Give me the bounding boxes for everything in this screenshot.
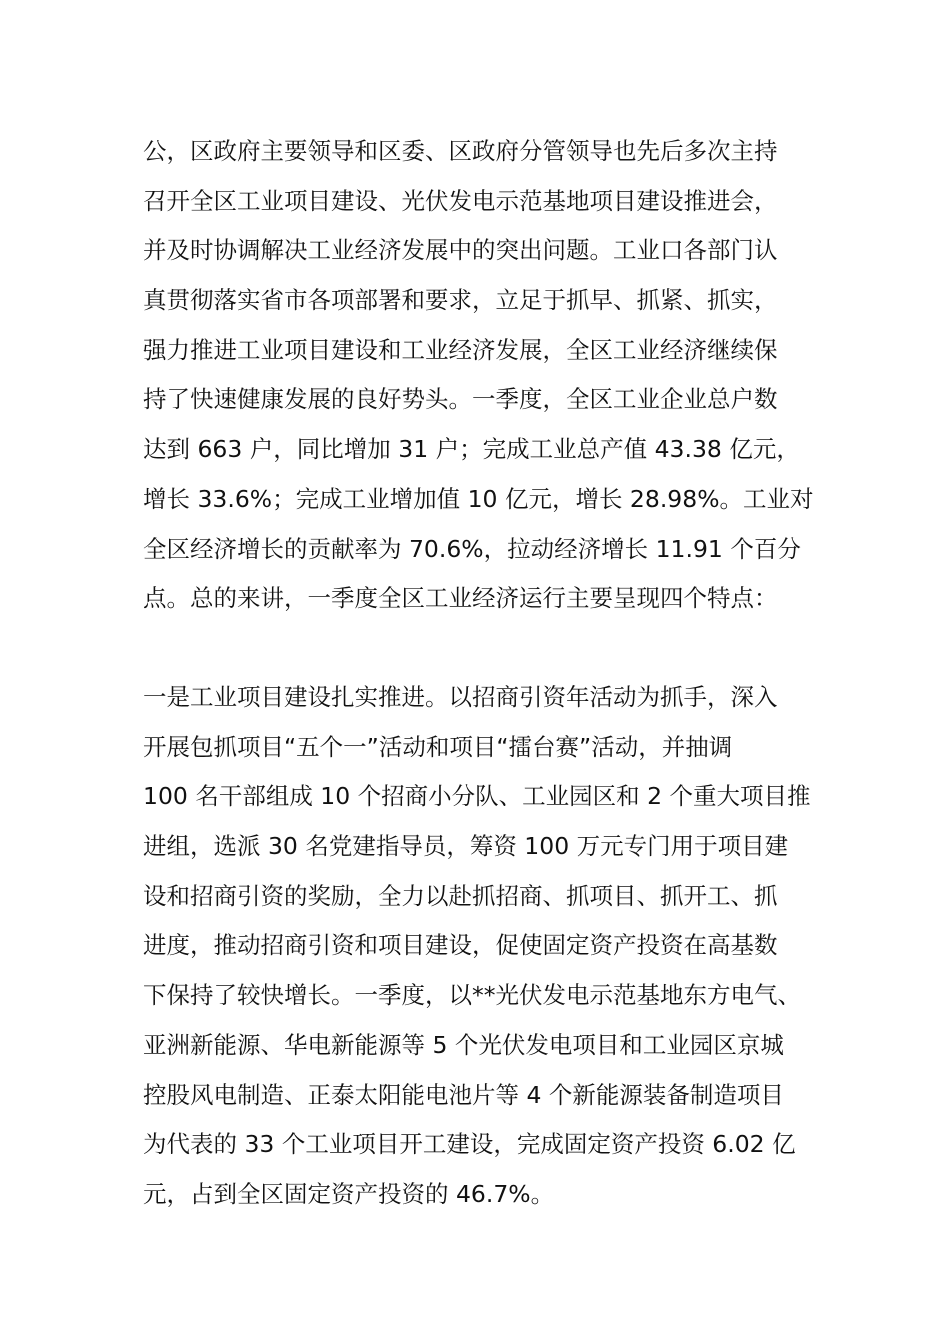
- text-line: 点。总的来讲，一季度全区工业经济运行主要呈现四个特点：: [143, 584, 778, 613]
- text-line: 进度，推动招商引资和项目建设，促使固定资产投资在高基数: [143, 931, 778, 960]
- text-line: 一是工业项目建设扎实推进。以招商引资年活动为抓手，深入: [143, 683, 778, 711]
- text-line: 持了快速健康发展的良好势头。一季度，全区工业企业总户数: [143, 385, 778, 414]
- text-line: 下保持了较快增长。一季度，以**光伏发电示范基地东方电气、: [143, 981, 801, 1010]
- text-line: 并及时协调解决工业经济发展中的突出问题。工业口各部门认: [143, 236, 778, 265]
- paragraph-project-construction: [143, 673, 843, 1220]
- text-line: 元，占到全区固定资产投资的 46.7%。: [143, 1179, 555, 1208]
- text-line: 控股风电制造、正泰太阳能电池片等 4 个新能源装备制造项目: [143, 1080, 784, 1109]
- text-line: 开展包抓项目“五个一”活动和项目“擂台赛”活动，并抽调: [143, 732, 733, 761]
- text-line: 真贯彻落实省市各项部署和要求，立足于抓早、抓紧、抓实，: [143, 286, 778, 315]
- text-line: 召开全区工业项目建设、光伏发电示范基地项目建设推进会，: [143, 186, 778, 215]
- text-line: 100 名干部组成 10 个招商小分队、工业园区和 2 个重大项目推: [143, 782, 811, 811]
- text-line: 进组，选派 30 名党建指导员，筹资 100 万元专门用于项目建: [143, 832, 789, 861]
- text-line: 增长 33.6%；完成工业增加值 10 亿元，增长 28.98%。工业对: [143, 484, 814, 513]
- text-line: 全区经济增长的贡献率为 70.6%，拉动经济增长 11.91 个百分: [143, 534, 801, 563]
- text-line: 为代表的 33 个工业项目开工建设，完成固定资产投资 6.02 亿: [143, 1130, 796, 1159]
- text-line: 亚洲新能源、华电新能源等 5 个光伏发电项目和工业园区京城: [143, 1030, 784, 1059]
- text-line: 达到 663 户，同比增加 31 户；完成工业总产值 43.38 亿元，: [143, 435, 800, 464]
- text-line: 强力推进工业项目建设和工业经济发展，全区工业经济继续保: [143, 335, 778, 364]
- text-line: 设和招商引资的奖励，全力以赴抓招商、抓项目、抓开工、抓: [143, 881, 778, 910]
- paragraph-industrial-overview: [143, 127, 843, 624]
- text-line: 公，区政府主要领导和区委、区政府分管领导也先后多次主持: [143, 137, 778, 165]
